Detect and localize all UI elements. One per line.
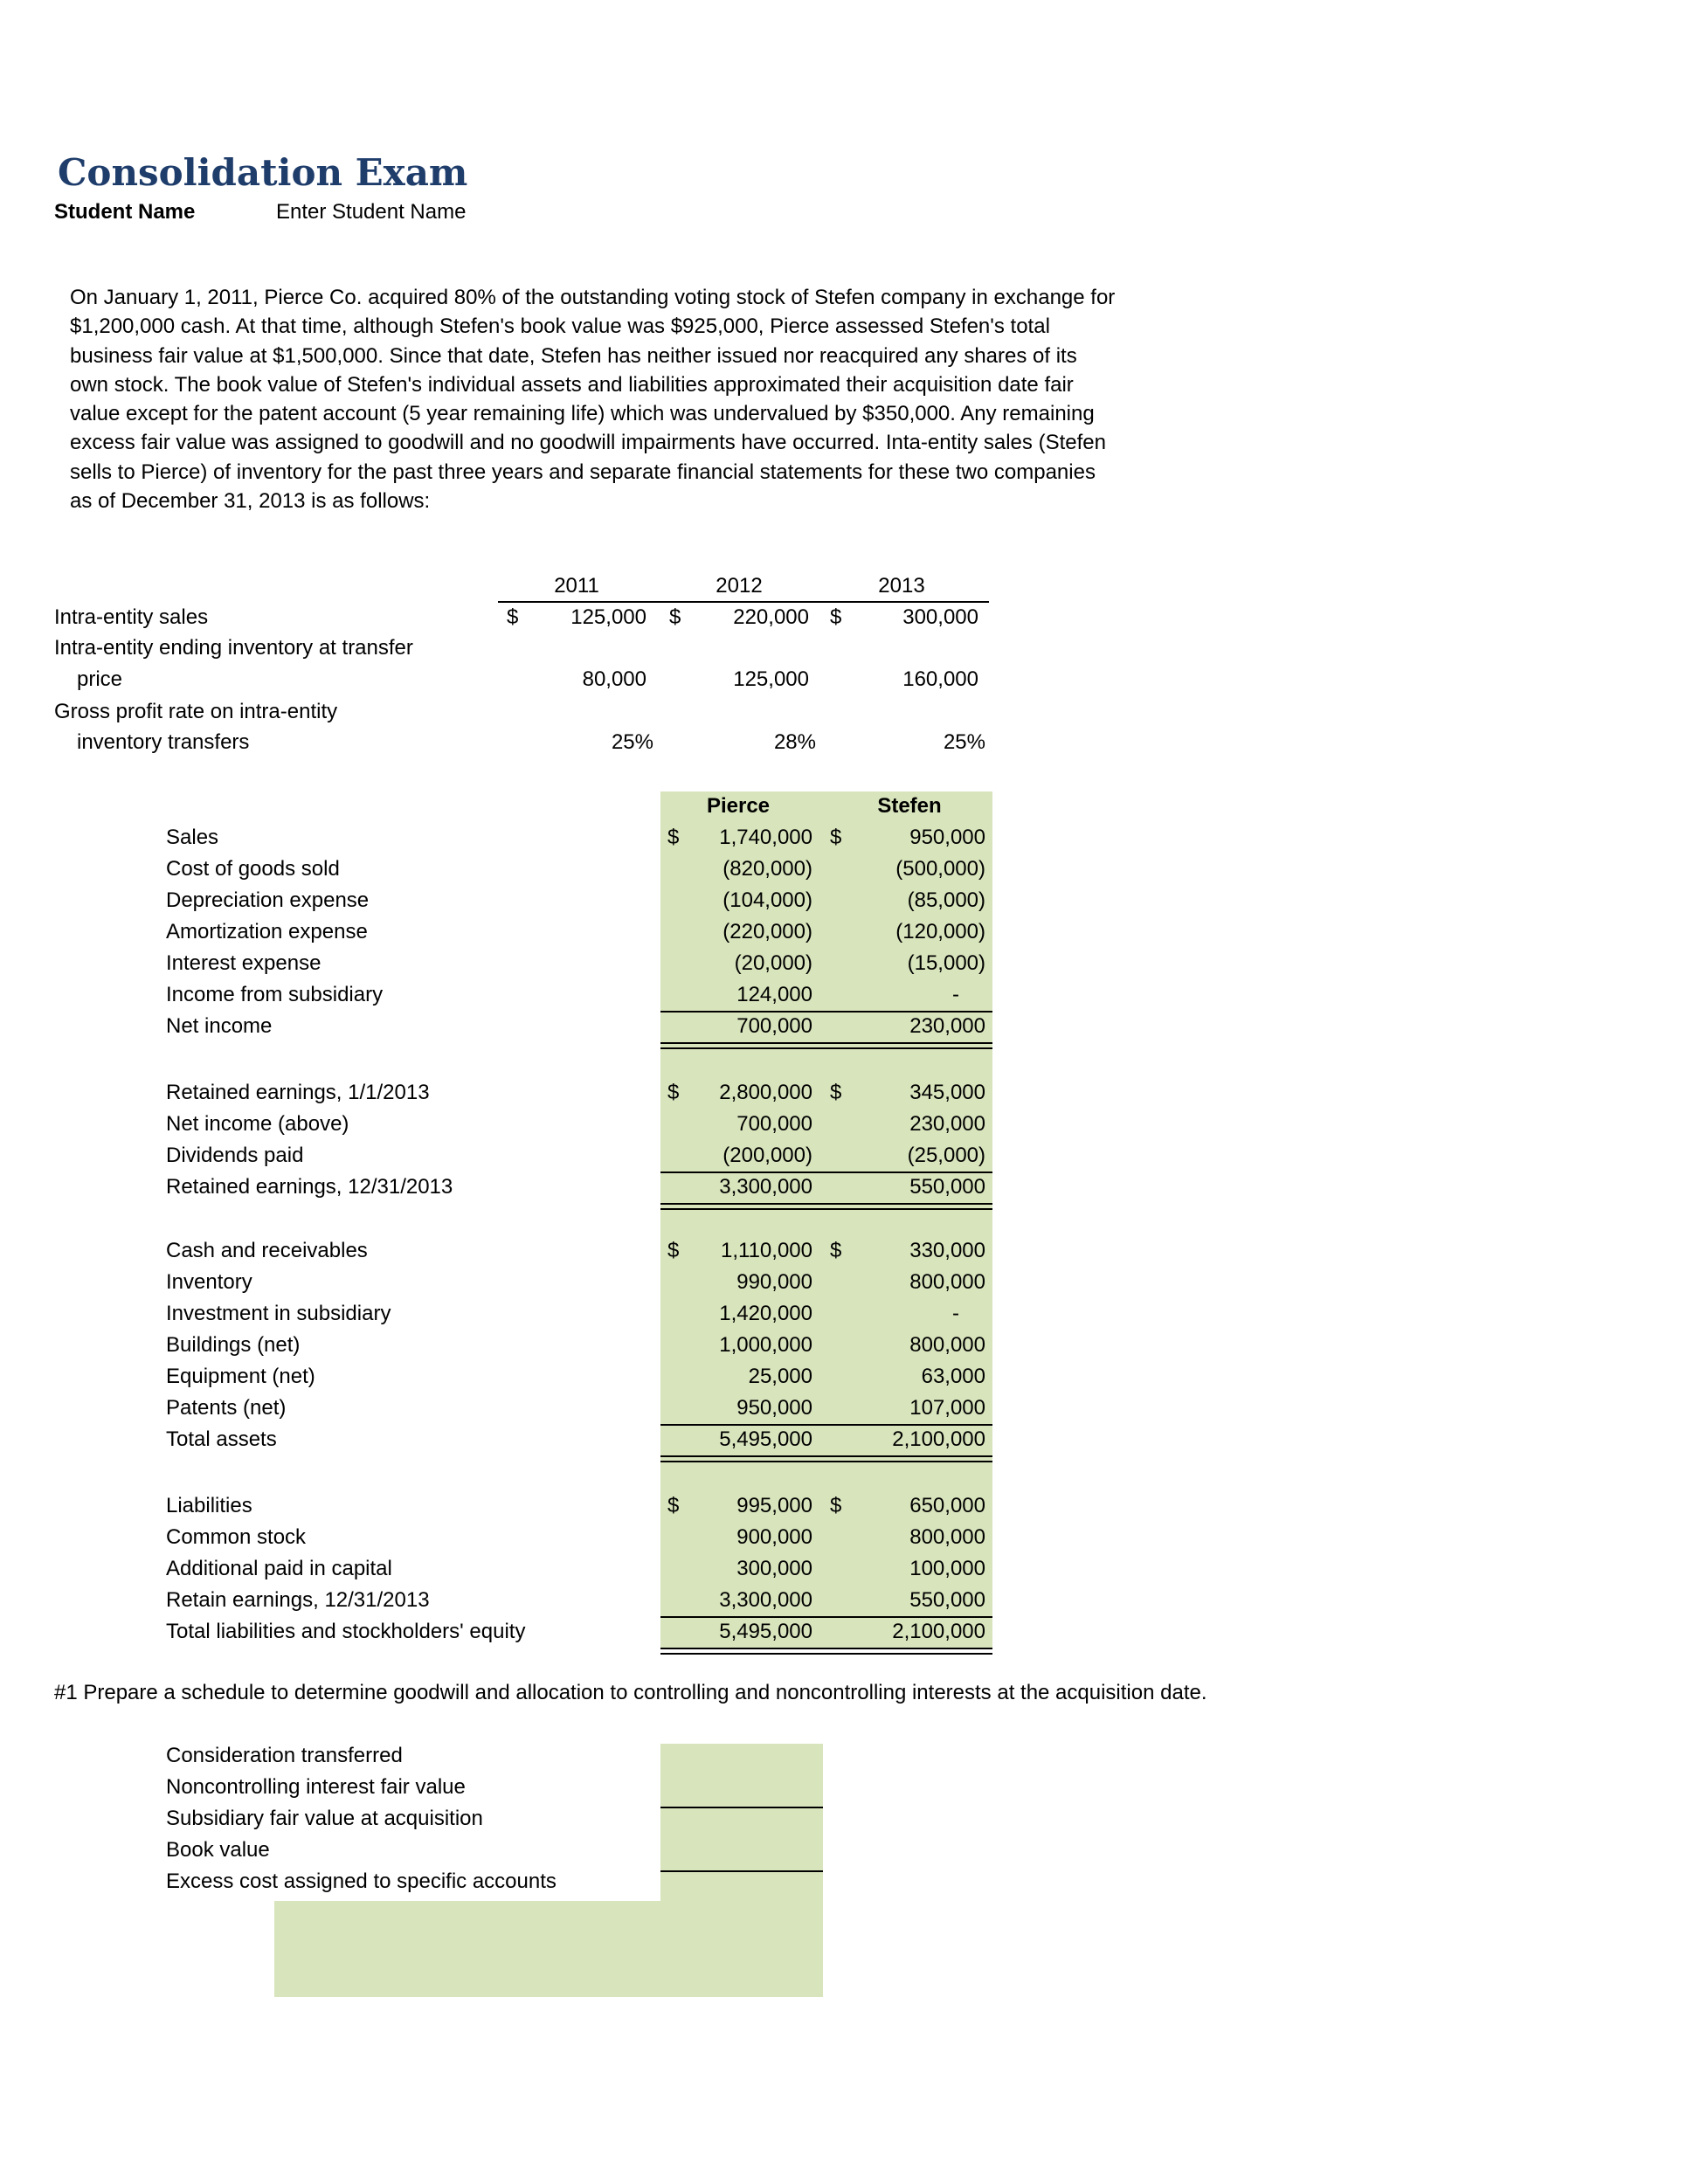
year-header-2012: 2012 — [716, 574, 763, 598]
question-1-text: #1 Prepare a schedule to determine goodwill and allocation to controlling and noncontrolling interests at the acquisition date. — [54, 1681, 1207, 1704]
stefen-value: 550,000 — [909, 1588, 985, 1612]
stefen-value: 107,000 — [909, 1396, 985, 1420]
intra-inventory-2013: 160,000 — [902, 667, 978, 691]
schedule-item: Noncontrolling interest fair value — [166, 1775, 466, 1799]
pierce-value: 1,420,000 — [719, 1302, 812, 1325]
pierce-value: 990,000 — [736, 1270, 812, 1294]
row-label: Retain earnings, 12/31/2013 — [166, 1588, 430, 1612]
dollar-sign: $ — [507, 605, 519, 629]
row-label: Income from subsidiary — [166, 983, 384, 1006]
year-header-2011: 2011 — [554, 574, 599, 598]
row-label: Equipment (net) — [166, 1365, 315, 1388]
paragraph-line: excess fair value was assigned to goodwill and no goodwill impairments have occurred. Inta-entity sales (Stefen — [70, 431, 1106, 455]
schedule-item: Subsidiary fair value at acquisition — [166, 1807, 483, 1830]
stefen-value: 650,000 — [909, 1494, 985, 1517]
paragraph-line: own stock. The book value of Stefen's individual assets and liabilities approximated their acquisition date fair — [70, 372, 1074, 397]
stefen-value: 2,100,000 — [892, 1427, 985, 1451]
stefen-value: 800,000 — [909, 1270, 985, 1294]
total-double-line — [660, 1455, 992, 1462]
intra-sales-2011: 125,000 — [570, 605, 646, 629]
total-double-line — [660, 1042, 992, 1049]
pierce-value: (104,000) — [723, 888, 812, 912]
stefen-value: - — [952, 1302, 959, 1325]
page-title: Consolidation Exam — [58, 151, 468, 194]
row-label: Common stock — [166, 1525, 307, 1549]
dollar-sign: $ — [830, 1494, 842, 1517]
student-name-label: Student Name — [54, 200, 196, 224]
stefen-value: 63,000 — [921, 1365, 985, 1388]
stefen-header: Stefen — [877, 794, 942, 818]
intra-sales-2013: 300,000 — [902, 605, 978, 629]
paragraph-line: business fair value at $1,500,000. Since that date, Stefen has neither issued nor reacquired any shares of its — [70, 343, 1077, 368]
gross-profit-label: Gross profit rate on intra-entity — [54, 700, 338, 723]
answer-allocation-area[interactable] — [274, 1901, 823, 1997]
pierce-value: 1,000,000 — [719, 1333, 812, 1357]
pierce-value: (200,000) — [723, 1144, 812, 1167]
stefen-value: 2,100,000 — [892, 1620, 985, 1643]
year-header-2013: 2013 — [878, 574, 925, 598]
stefen-value: - — [952, 983, 959, 1006]
schedule-item: Book value — [166, 1838, 270, 1862]
answer-underline — [660, 1870, 823, 1872]
stefen-value: 230,000 — [909, 1112, 985, 1136]
row-label: Net income — [166, 1014, 273, 1038]
row-label: Amortization expense — [166, 920, 368, 943]
stefen-value: (25,000) — [907, 1144, 985, 1167]
pierce-value: (820,000) — [723, 857, 812, 881]
pierce-value: 1,110,000 — [721, 1239, 812, 1262]
paragraph-line: sells to Pierce) of inventory for the past three years and separate financial statements for these two companies — [70, 460, 1096, 484]
dollar-sign: $ — [667, 826, 680, 849]
row-label: Depreciation expense — [166, 888, 370, 912]
gross-profit-label-cont: inventory transfers — [77, 730, 250, 754]
dollar-sign: $ — [667, 1081, 680, 1104]
row-label: Buildings (net) — [166, 1333, 301, 1357]
paragraph-line: On January 1, 2011, Pierce Co. acquired 80% of the outstanding voting stock of Stefen company in exchange for — [70, 286, 1116, 309]
stefen-value: 800,000 — [909, 1333, 985, 1357]
pierce-value: 900,000 — [736, 1525, 812, 1549]
total-double-line — [660, 1648, 992, 1655]
schedule-item: Consideration transferred — [166, 1744, 403, 1767]
row-label: Additional paid in capital — [166, 1557, 392, 1580]
stefen-value: 550,000 — [909, 1175, 985, 1199]
row-label: Dividends paid — [166, 1144, 304, 1167]
row-label: Total assets — [166, 1427, 277, 1451]
dollar-sign: $ — [830, 1239, 842, 1262]
stefen-value: 230,000 — [909, 1014, 985, 1038]
student-name-input[interactable]: Enter Student Name — [276, 200, 467, 224]
pierce-value: 700,000 — [736, 1112, 812, 1136]
pierce-value: 2,800,000 — [719, 1081, 812, 1104]
pierce-value: (20,000) — [734, 951, 812, 975]
dollar-sign: $ — [667, 1494, 680, 1517]
schedule-item: Excess cost assigned to specific accounts — [166, 1870, 557, 1893]
pierce-value: 3,300,000 — [719, 1175, 812, 1199]
gross-profit-2013: 25% — [943, 730, 985, 754]
pierce-value: 124,000 — [736, 983, 812, 1006]
row-label: Inventory — [166, 1270, 252, 1294]
stefen-value: (15,000) — [907, 951, 985, 975]
stefen-value: 800,000 — [909, 1525, 985, 1549]
dollar-sign: $ — [667, 1239, 680, 1262]
stefen-value: 100,000 — [909, 1557, 985, 1580]
gross-profit-2011: 25% — [611, 730, 653, 754]
stefen-value: 950,000 — [909, 826, 985, 849]
paragraph-line: $1,200,000 cash. At that time, although Stefen's book value was $925,000, Pierce assessed Stefen's total — [70, 314, 1050, 339]
pierce-value: 1,740,000 — [719, 826, 812, 849]
row-label: Cost of goods sold — [166, 857, 340, 881]
intra-inventory-label: Intra-entity ending inventory at transfer — [54, 636, 413, 660]
stefen-value: (500,000) — [895, 857, 985, 881]
paragraph-line: value except for the patent account (5 year remaining life) which was undervalued by $350,000. Any remaining — [70, 402, 1095, 426]
gross-profit-2012: 28% — [773, 730, 816, 754]
intra-inventory-label-cont: price — [77, 667, 123, 691]
intra-sales-label: Intra-entity sales — [54, 605, 209, 629]
paragraph-line: as of December 31, 2013 is as follows: — [70, 489, 431, 514]
row-label: Net income (above) — [166, 1112, 349, 1136]
intra-inventory-2011: 80,000 — [582, 667, 646, 691]
answer-underline — [660, 1807, 823, 1808]
answer-input-cells[interactable] — [660, 1744, 823, 1904]
row-label: Retained earnings, 12/31/2013 — [166, 1175, 453, 1199]
row-label: Cash and receivables — [166, 1239, 368, 1262]
row-label: Investment in subsidiary — [166, 1302, 391, 1325]
row-label: Patents (net) — [166, 1396, 287, 1420]
stefen-value: 345,000 — [909, 1081, 985, 1104]
pierce-value: 300,000 — [736, 1557, 812, 1580]
dollar-sign: $ — [830, 826, 842, 849]
problem-paragraph — [70, 283, 1171, 515]
total-double-line — [660, 1203, 992, 1210]
pierce-value: 950,000 — [736, 1396, 812, 1420]
stefen-value: 330,000 — [909, 1239, 985, 1262]
pierce-value: (220,000) — [723, 920, 812, 943]
row-label: Retained earnings, 1/1/2013 — [166, 1081, 430, 1104]
stefen-value: (85,000) — [907, 888, 985, 912]
pierce-header: Pierce — [706, 794, 771, 818]
pierce-value: 5,495,000 — [719, 1427, 812, 1451]
pierce-value: 3,300,000 — [719, 1588, 812, 1612]
row-label: Liabilities — [166, 1494, 252, 1517]
dollar-sign: $ — [669, 605, 681, 629]
pierce-value: 700,000 — [736, 1014, 812, 1038]
dollar-sign: $ — [830, 605, 842, 629]
intra-sales-2012: 220,000 — [733, 605, 809, 629]
stefen-value: (120,000) — [895, 920, 985, 943]
row-label: Sales — [166, 826, 219, 849]
dollar-sign: $ — [830, 1081, 842, 1104]
pierce-value: 995,000 — [736, 1494, 812, 1517]
row-label: Total liabilities and stockholders' equity — [166, 1620, 526, 1643]
intra-inventory-2012: 125,000 — [733, 667, 809, 691]
pierce-value: 5,495,000 — [719, 1620, 812, 1643]
row-label: Interest expense — [166, 951, 321, 975]
pierce-value: 25,000 — [748, 1365, 812, 1388]
